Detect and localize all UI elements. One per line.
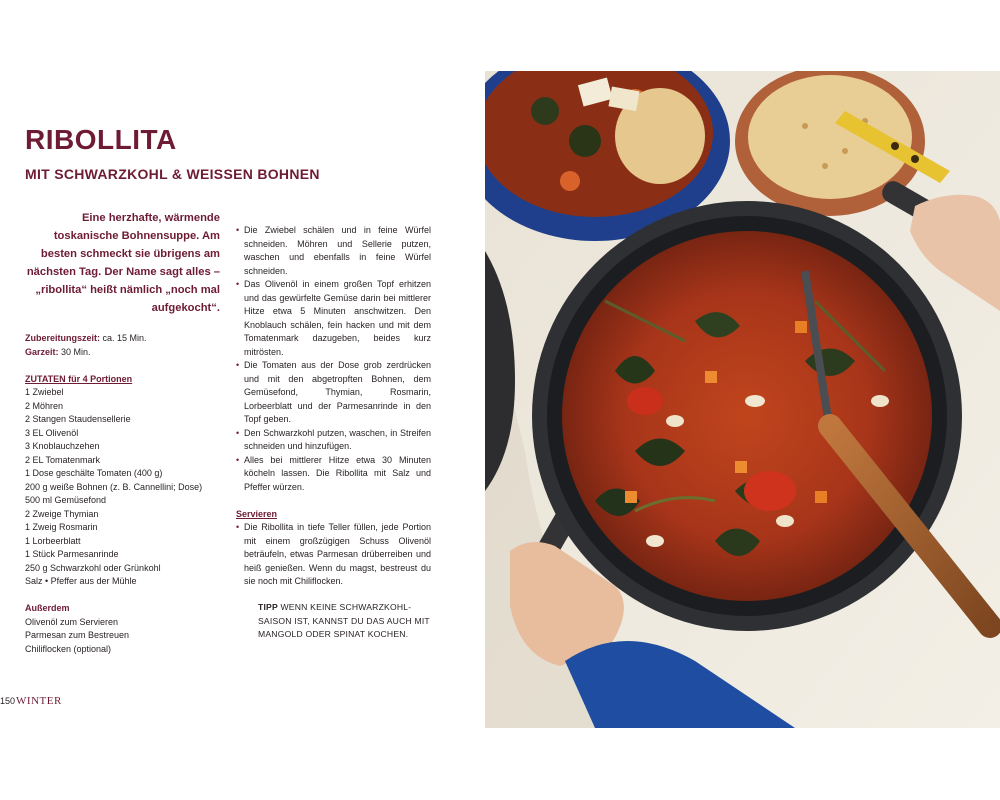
- method-step: • Die Zwiebel schälen und in feine Würfel schneiden. Möhren und Sellerie putzen, waschen und ebenfalls in feine Würfel schneiden.: [236, 224, 431, 278]
- ingredient-item: 250 g Schwarzkohl oder Grünkohl: [25, 562, 161, 573]
- method-step: • Die Tomaten aus der Dose grob zerdrücken und mit den abgetropften Bohnen, dem Gemüsefond, Thymian, Rosmarin, Lorbeerblatt und der Parmesanrinde in den Topf geben.: [236, 359, 431, 427]
- ingredient-item: 1 Zwiebel: [25, 387, 64, 397]
- ingredient-item: 1 Dose geschälte Tomaten (400 g): [25, 468, 163, 478]
- extra-item: Parmesan zum Bestreuen: [25, 630, 130, 640]
- page-footer: [0, 695, 62, 707]
- ingredients-column: [25, 332, 225, 656]
- tip-text: WENN KEINE SCHWARZKOHL-SAISON IST, KANNST DU DAS AUCH MIT MANGOLD ODER SPINAT KOCHEN.: [258, 602, 430, 639]
- ingredient-item: 2 EL Tomatenmark: [25, 454, 101, 465]
- extras-heading: Außerdem: [25, 603, 70, 613]
- ingredient-item: 2 Stangen Staudensellerie: [25, 414, 131, 424]
- cook-time-label: Garzeit:: [25, 346, 59, 357]
- ribollita-pot-illustration: [485, 71, 1000, 728]
- ingredient-item: 2 Möhren: [25, 400, 64, 411]
- serving-heading: Servieren: [236, 508, 278, 519]
- ingredients-heading: ZUTATEN für 4 Portionen: [25, 373, 133, 384]
- ingredient-item: 1 Stück Parmesanrinde: [25, 549, 119, 559]
- ingredient-item: 1 Zweig Rosmarin: [25, 522, 98, 532]
- serving-steps: [236, 521, 431, 589]
- ingredients-list: [25, 386, 225, 589]
- recipe-intro: Eine herzhafte, wärmende toskanische Bohnensuppe. Am besten schmeckt sie übrigens am nächsten Tag. Der Name sagt alles – „ribollita“ heißt nämlich „noch mal aufgekocht“.: [26, 212, 220, 314]
- tip-box: [258, 601, 438, 642]
- ingredient-item: Salz • Pfeffer aus der Mühle: [25, 576, 137, 586]
- ingredient-item: 3 EL Olivenöl: [25, 427, 79, 438]
- method-steps: [236, 224, 431, 494]
- tip-label: TIPP: [258, 602, 278, 612]
- recipe-title: RIBOLLITA: [25, 124, 177, 155]
- ingredient-item: 2 Zweige Thymian: [25, 508, 99, 519]
- ingredient-item: 200 g weiße Bohnen (z. B. Cannellini; Dose): [25, 481, 203, 492]
- serving-step: • Die Ribollita in tiefe Teller füllen, jede Portion mit einem großzügigen Schuss Olivenöl beträufeln, etwas Parmesan drüberreiben und heiß genießen. Wenn du magst, bestreust du sie noch mit Chiliflocken.: [236, 521, 431, 589]
- page-number: 150: [0, 696, 16, 706]
- ingredient-item: 3 Knoblauchzehen: [25, 441, 100, 451]
- extras-list: [25, 616, 225, 657]
- method-column: [236, 224, 431, 589]
- method-step: • Das Olivenöl in einem großen Topf erhitzen und das gewürfelte Gemüse darin bei mittlerer Hitze etwa 5 Minuten anschwitzen. Den Knoblauch schälen, fein hacken und mit dem Tomatenmark dazugeben, beides kurz mitrösten.: [236, 278, 431, 359]
- extra-item: Olivenöl zum Servieren: [25, 616, 119, 627]
- ingredient-item: 500 ml Gemüsefond: [25, 495, 107, 505]
- method-step: • Alles bei mittlerer Hitze etwa 30 Minuten köcheln lassen. Die Ribollita mit Salz und Pfeffer würzen.: [236, 454, 431, 495]
- prep-time-label: Zubereitungszeit:: [25, 333, 101, 343]
- section-name: WINTER: [16, 695, 62, 707]
- prep-time-value: ca. 15 Min.: [100, 333, 147, 343]
- ingredient-item: 1 Lorbeerblatt: [25, 535, 81, 546]
- cook-time-value: 30 Min.: [58, 346, 91, 357]
- cook-time: [25, 346, 225, 360]
- food-photo: [485, 71, 1000, 728]
- extra-item: Chiliflocken (optional): [25, 643, 112, 654]
- prep-time: [25, 332, 225, 346]
- recipe-subtitle: MIT SCHWARZKOHL & WEISSEN BOHNEN: [25, 166, 320, 182]
- method-step: • Den Schwarzkohl putzen, waschen, in Streifen schneiden und hinzufügen.: [236, 427, 431, 454]
